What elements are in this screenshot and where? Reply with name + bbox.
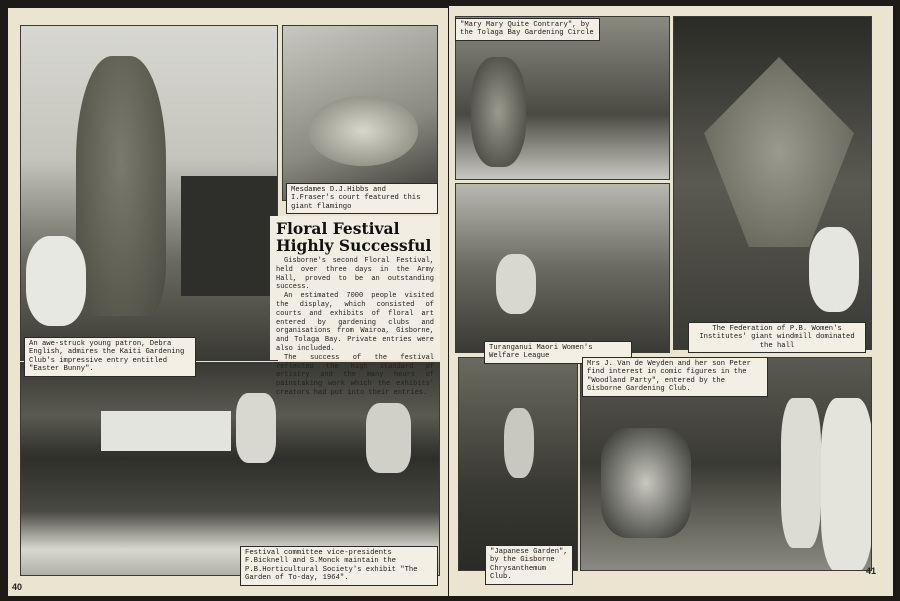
caption-garden: Festival committee vice-presidents F.Bicknell and S.Monck maintain the P.B.Horticultural Society's exhibit "The Garden of To-day, 1964".: [240, 546, 438, 586]
caption-japanese-garden: "Japanese Garden", by the Gisborne Chrysanthemum Club.: [485, 545, 573, 585]
caption-easter-bunny: An awe-struck young patron, Debra English, admires the Kaiti Gardening Club's impressive entry entitled "Easter Bunny".: [24, 337, 196, 377]
bunny-figure: [76, 56, 166, 316]
photo-japanese-garden: [458, 357, 578, 571]
man-figure: [366, 403, 411, 473]
article-paragraph: Gisborne's second Floral Festival, held over three days in the Army Hall, proved to be an outstanding success.: [276, 257, 434, 292]
page-number: 41: [866, 566, 877, 576]
comic-figures: [601, 428, 691, 538]
caption-woodland-party: Mrs J. Van de Weyden and her son Peter find interest in comic figures in the "Woodland Party", entered by the Gisborne Gardening Club.: [582, 357, 768, 397]
flamingo-figure: [308, 96, 418, 166]
windmill-figure: [704, 57, 854, 247]
figure-display: [496, 254, 536, 314]
man-figure: [236, 393, 276, 463]
photo-flamingo: [282, 25, 438, 201]
article: [270, 216, 440, 397]
article-body: [276, 257, 434, 398]
photo-easter-bunny: [20, 25, 278, 361]
house-model: [101, 411, 231, 451]
caption-maori-welfare: Turanganui Maori Women's Welfare League: [484, 341, 632, 364]
article-paragraph: The success of the festival reflected the high standard of artistry and the many hours of painstaking work which the exhibits' creators had put into their entries.: [276, 353, 434, 397]
figure-display: [471, 57, 526, 167]
figure-display: [504, 408, 534, 478]
caption-mary-mary: "Mary Mary Quite Contrary", by the Tolaga Bay Gardening Circle: [455, 18, 600, 41]
photo-maori-welfare: [455, 183, 670, 353]
caption-windmill: The Federation of P.B. Women's Institutes' giant windmill dominated the hall: [688, 322, 866, 353]
boy-figure: [781, 398, 821, 548]
teddy-bear-figure: [809, 227, 859, 312]
page-number: 40: [12, 582, 23, 592]
article-headline: Floral Festival Highly Successful: [276, 219, 432, 255]
barn-model: [181, 176, 278, 296]
child-figure: [26, 236, 86, 326]
woman-figure: [821, 398, 872, 571]
caption-flamingo: Mesdames D.J.Hibbs and I.Fraser's court featured this giant flamingo: [286, 183, 438, 214]
article-paragraph: An estimated 7000 people visited the display, which consisted of courts and exhibits of floral art entered by gardening clubs and organisations from Wairoa, Gisborne, and Tolaga Bay. Private entries were also included.: [276, 292, 434, 353]
photo-windmill: [673, 16, 872, 350]
